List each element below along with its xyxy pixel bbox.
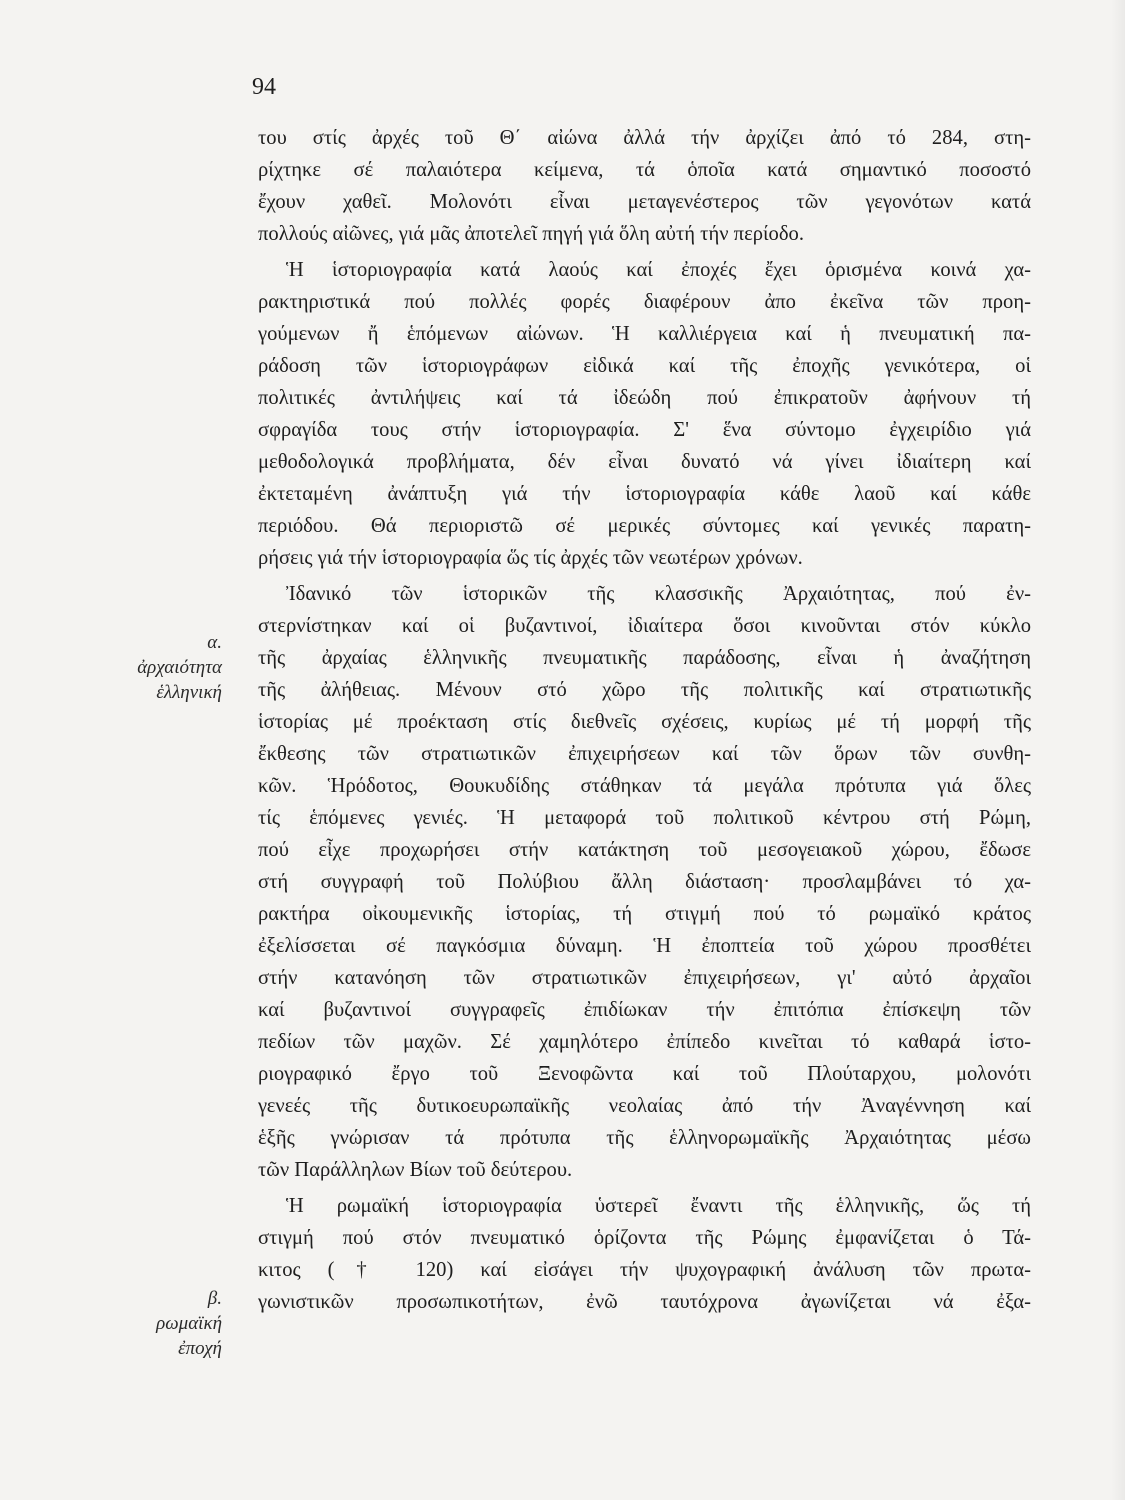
text-line: Ἡ ἱστοριογραφία κατά λαούς καί ἐποχές ἔχει ὁρισμένα κοινά χα- [286,259,1031,281]
text-line: ρήσεις γιά τήν ἱστοριογραφία ὥς τίς ἀρχές τῶν νεωτέρων χρόνων. [258,547,803,569]
text-line: ἱστορίας μέ προέκταση στίς διεθνεῖς σχέσεις, κυρίως μέ τή μορφή τῆς [258,711,1031,733]
text-line: ἔχουν χαθεῖ. Μολονότι εἶναι μεταγενέστερος τῶν γεγονότων κατά [258,191,1031,213]
text-line: γούμενων ἤ ἑπόμενων αἰώνων. Ἡ καλλιέργεια καί ἡ πνευματική πα- [258,323,1031,345]
text-line: στερνίστηκαν καί οἱ βυζαντινοί, ἰδιαίτερα ὅσοι κινοῦνται στόν κύκλο [258,615,1031,637]
text-line: ρακτήρα οἰκουμενικῆς ἱστορίας, τή στιγμή πού τό ρωμαϊκό κράτος [258,903,1031,925]
text-line: τῶν Παράλληλων Βίων τοῦ δεύτερου. [258,1159,573,1181]
page-edge-shadow [1111,0,1125,1500]
page-number: 94 [252,74,276,100]
margin-note-text: ἑλληνική [156,682,222,703]
text-line: ἔκθεσης τῶν στρατιωτικῶν ἐπιχειρήσεων καί τῶν ὅρων τῶν συνθη- [258,743,1031,765]
margin-note-ancient-greek [82,630,222,705]
text-line: κιτος († 120) καί εἰσάγει τήν ψυχογραφική ἀνάλυση τῶν πρωτα- [258,1259,1031,1281]
text-line: ἑξῆς γνώρισαν τά πρότυπα τῆς ἑλληνορωμαϊκῆς Ἀρχαιότητας μέσω [258,1127,1031,1149]
text-line: τῆς ἀλήθειας. Μένουν στό χῶρο τῆς πολιτικῆς καί στρατιωτικῆς [258,679,1031,701]
text-line: σφραγίδα τους στήν ἱστοριογραφία. Σ' ἕνα σύντομο ἐγχειρίδιο γιά [258,419,1031,441]
text-line: πού εἶχε προχωρήσει στήν κατάκτηση τοῦ μεσογειακοῦ χώρου, ἔδωσε [258,839,1031,861]
text-line: πολιτικές ἀντιλήψεις καί τά ἰδεώδη πού ἐπικρατοῦν ἀφήνουν τή [258,387,1031,409]
text-line: ρακτηριστικά πού πολλές φορές διαφέρουν ἀπο ἐκεῖνα τῶν προη- [258,291,1031,313]
margin-note-roman-era [82,1286,222,1361]
text-line: ριογραφικό ἔργο τοῦ Ξενοφῶντα καί τοῦ Πλούταρχου, μολονότι [258,1063,1031,1085]
text-line: του στίς ἀρχές τοῦ Θ΄ αἰώνα ἀλλά τήν ἀρχίζει ἀπό τό 284, στη- [258,127,1031,149]
body-text [258,122,1031,1318]
margin-note-text: ρωμαϊκή [156,1313,222,1334]
text-line: στήν κατανόηση τῶν στρατιωτικῶν ἐπιχειρήσεων, γι' αὐτό ἀρχαῖοι [258,967,1031,989]
text-line: ἐξελίσσεται σέ παγκόσμια δύναμη. Ἡ ἐποπτεία τοῦ χώρου προσθέτει [258,935,1031,957]
text-line: Ἡ ρωμαϊκή ἱστοριογραφία ὑστερεῖ ἔναντι τῆς ἑλληνικῆς, ὥς τή [286,1195,1031,1217]
margin-note-text: ἐποχή [178,1338,222,1359]
text-line: καί βυζαντινοί συγγραφεῖς ἐπιδίωκαν τήν ἐπιτόπια ἐπίσκεψη τῶν [258,999,1031,1021]
text-line: ἐκτεταμένη ἀνάπτυξη γιά τήν ἱστοριογραφία κάθε λαοῦ καί κάθε [258,483,1031,505]
margin-note-label: α. [207,632,222,653]
text-line: γενεές τῆς δυτικοευρωπαϊκῆς νεολαίας ἀπό τήν Ἀναγέννηση καί [258,1095,1031,1117]
text-line: στή συγγραφή τοῦ Πολύβιου ἄλλη διάσταση· προσλαμβάνει τό χα- [258,871,1031,893]
text-line: γωνιστικῶν προσωπικοτήτων, ἐνῶ ταυτόχρονα ἀγωνίζεται νά ἐξα- [258,1291,1031,1313]
text-line: κῶν. Ἡρόδοτος, Θουκυδίδης στάθηκαν τά μεγάλα πρότυπα γιά ὅλες [258,775,1031,797]
text-line: ράδοση τῶν ἱστοριογράφων εἰδικά καί τῆς ἐποχῆς γενικότερα, οἱ [258,355,1031,377]
margin-note-label: β. [207,1288,222,1309]
text-line: μεθοδολογικά προβλήματα, δέν εἶναι δυνατό νά γίνει ἰδιαίτερη καί [258,451,1031,473]
margin-note-text: ἀρχαιότητα [137,657,222,678]
text-line: τίς ἑπόμενες γενιές. Ἡ μεταφορά τοῦ πολιτικοῦ κέντρου στή Ρώμη, [258,807,1031,829]
text-line: πολλούς αἰῶνες, γιά μᾶς ἀποτελεῖ πηγή γιά ὅλη αὐτή τήν περίοδο. [258,223,804,245]
text-line: τῆς ἀρχαίας ἑλληνικῆς πνευματικῆς παράδοσης, εἶναι ἡ ἀναζήτηση [258,647,1031,669]
text-line: Ἰδανικό τῶν ἱστορικῶν τῆς κλασσικῆς Ἀρχαιότητας, πού ἐν- [286,583,1031,605]
text-line: ρίχτηκε σέ παλαιότερα κείμενα, τά ὁποῖα κατά σημαντικό ποσοστό [258,159,1031,181]
text-line: πεδίων τῶν μαχῶν. Σέ χαμηλότερο ἐπίπεδο κινεῖται τό καθαρά ἱστο- [258,1031,1031,1053]
text-line: περιόδου. Θά περιοριστῶ σέ μερικές σύντομες καί γενικές παρατη- [258,515,1031,537]
text-line: στιγμή πού στόν πνευματικό ὁρίζοντα τῆς Ρώμης ἐμφανίζεται ὁ Τά- [258,1227,1031,1249]
